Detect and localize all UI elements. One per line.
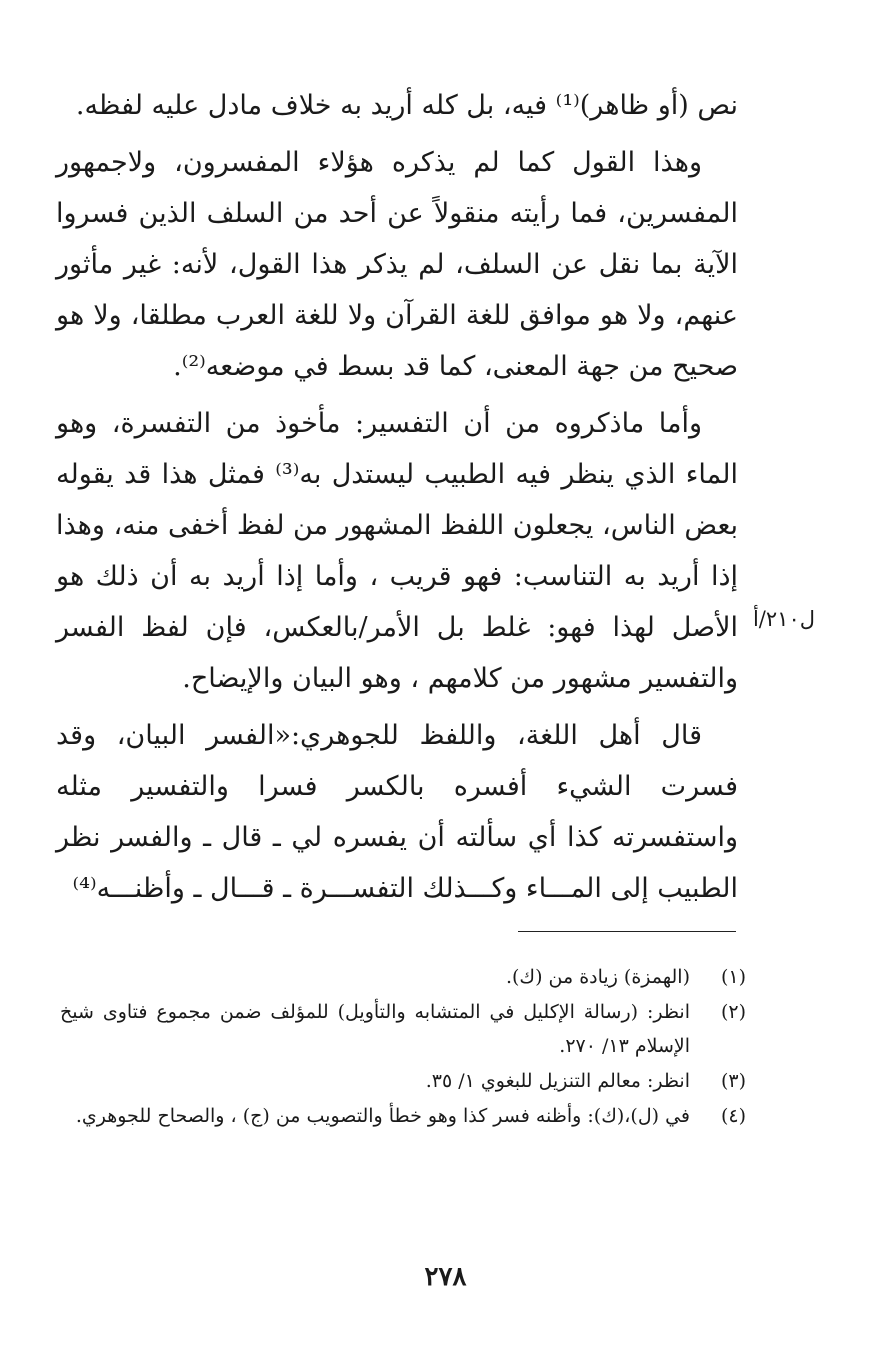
manuscript-folio-note: ل٢١٠/أ — [752, 607, 815, 631]
footnote-3 — [60, 1064, 746, 1098]
footnote-1 — [60, 960, 746, 994]
footnote-text: انظر: معالم التنزيل للبغوي ١/ ٣٥. — [425, 1070, 690, 1092]
footnote-number: (١) — [720, 966, 746, 988]
main-text — [56, 80, 738, 914]
footnote-4 — [60, 1099, 746, 1133]
footnote-number: (٣) — [720, 1070, 746, 1092]
footnote-2 — [60, 995, 746, 1063]
paragraph-text: وأما ماذكروه من أن التفسير: مأخوذ من التفسرة، وهو الماء الذي ينظر فيه الطبيب ليستدل به⁽³⁾ فمثل هذا قد يقوله بعض الناس، يجعلون اللفظ المشهور من لفظ أخفى منه، وهذا إذا أريد به التناسب: فهو قريب ، وأما إذا أريد به أن ذلك هو الأصل لهذا فهو: غلط بل الأمر/بالعكس، فإن لفظ الفسر والتفسير مشهور من كلامهم ، وهو البيان والإيضاح. — [56, 408, 738, 694]
paragraph-2 — [56, 137, 738, 392]
footnote-text: (الهمزة) زيادة من (ك). — [505, 966, 690, 988]
footnote-separator — [518, 931, 736, 932]
paragraph-text: وهذا القول كما لم يذكره هؤلاء المفسرون، ولاجمهور المفسرين، فما رأيته منقولاً عن أحد من السلف الذين فسروا الآية بما نقل عن السلف، لم يذكر هذا القول، لأنه: غير مأثور عنهم، ولا هو موافق للغة القرآن ولا للغة العرب مطلقا، ولا هو صحيح من جهة المعنى، كما قد بسط في موضعه⁽²⁾. — [56, 147, 738, 382]
paragraph-3 — [56, 398, 738, 704]
footnote-number: (٢) — [720, 1001, 746, 1023]
footnote-number: (٤) — [720, 1105, 746, 1127]
footnote-text: انظر: (رسالة الإكليل في المتشابه والتأويل) للمؤلف ضمن مجموع فتاوى شيخ الإسلام ١٣/ ٢٧٠. — [60, 1001, 690, 1057]
paragraph-text: قال أهل اللغة، واللفظ للجوهري:«الفسر البيان، وقد فسرت الشيء أفسره بالكسر فسرا والتفسير مثله واستفسرته كذا أي سألته أن يفسره لي ـ قال ـ والفسر نظر الطبيب إلى المـــاء وكـــذلك التفســـرة ـ قـــال ـ وأظنـــه⁽⁴⁾ — [56, 720, 738, 904]
paragraph-1 — [56, 80, 738, 131]
footnote-text: في (ل)،(ك): وأظنه فسر كذا وهو خطأ والتصويب من (ج) ، والصحاح للجوهري. — [75, 1105, 690, 1127]
paragraph-text: نص (أو ظاهر)⁽¹⁾ فيه، بل كله أريد به خلاف مادل عليه لفظه. — [75, 90, 738, 121]
page-number: ٢٧٨ — [424, 1262, 467, 1292]
footnotes — [60, 960, 746, 1133]
paragraph-4 — [56, 710, 738, 914]
